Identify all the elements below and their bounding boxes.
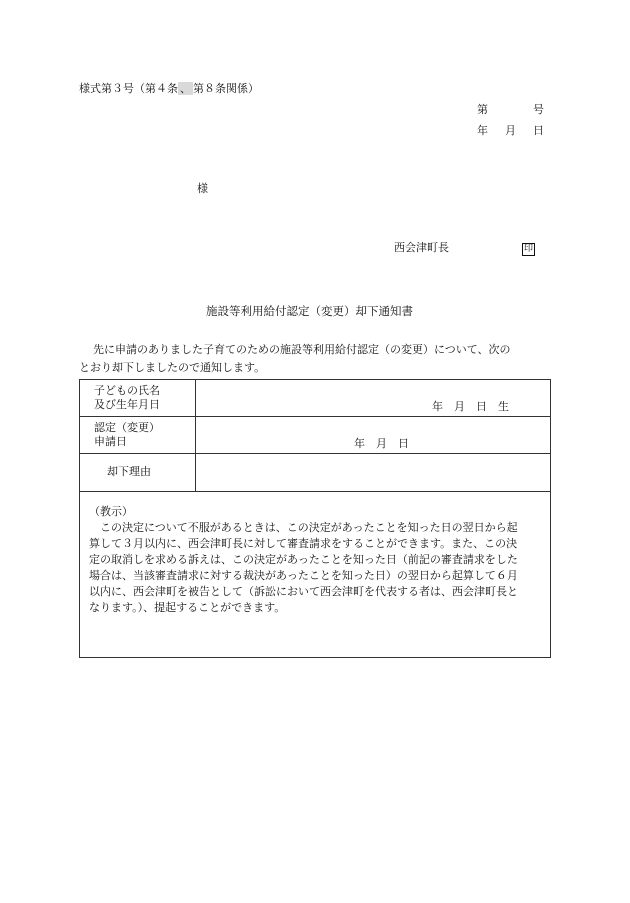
date-year: 年 [477, 124, 488, 137]
value-child-info [196, 380, 551, 417]
notice-line: なります。）、提起することができます。 [89, 601, 286, 614]
value-reason [196, 454, 551, 492]
row-application-date [80, 417, 551, 454]
row-notice [80, 492, 551, 658]
intro-line-2: とおり却下しましたので通知します。 [79, 361, 266, 374]
form-number-suffix: 第８条関係） [193, 82, 259, 95]
row-child-info [80, 380, 551, 417]
seal-icon: 印 [523, 244, 533, 254]
notice-line: 以内に、西会津町を被告として（訴訟において西会津町を代表する者は、西会津町長と [89, 585, 518, 598]
form-number [79, 82, 259, 96]
issue-date [477, 124, 544, 138]
notice-line: 定の取消しを求める訴えは、この決定があったことを知った日（前記の審査請求をした [89, 553, 518, 566]
notice-line: 算して３月以内に、西会津町長に対して審査請求をすることができます。また、この決 [89, 537, 518, 550]
label-child-name: 子どもの氏名 [94, 383, 160, 397]
label-child-info [80, 380, 196, 417]
application-date-placeholder: 年 月 日 [354, 437, 409, 450]
recipient-honorific: 様 [197, 182, 208, 195]
form-number-highlight: 、 [180, 82, 191, 95]
notice-line: 場合は、当該審査請求に対する裁決があったことを知った日）の翌日から起算して６月 [89, 569, 518, 582]
sender-name: 西会津町長 [394, 241, 449, 254]
label-application-type: 認定（変更） [94, 420, 160, 434]
child-birthdate-placeholder: 年 月 日 生 [432, 400, 509, 413]
form-number-prefix: 様式第３号（第４条 [79, 82, 178, 95]
notice-heading: （教示） [89, 505, 133, 518]
date-day: 日 [533, 124, 544, 137]
date-month: 月 [505, 124, 516, 137]
label-reason: 却下理由 [80, 454, 196, 492]
row-reason [80, 454, 551, 492]
label-birthdate: 及び生年月日 [94, 398, 160, 411]
notice-line: この決定について不服があるときは、この決定があったことを知った日の翌日から起 [100, 521, 518, 534]
value-application-date [196, 417, 551, 454]
document-number [477, 103, 544, 117]
notice-form-table [79, 379, 551, 658]
label-application-day: 申請日 [94, 435, 127, 448]
number-suffix: 号 [533, 103, 544, 116]
appeal-notice [80, 492, 551, 658]
number-prefix: 第 [477, 103, 488, 116]
intro-line-1: 先に申請のありました子育てのための施設等利用給付認定（の変更）について、次の [93, 343, 511, 356]
seal-mark [520, 241, 535, 256]
document-title: 施設等利用給付認定（変更）却下通知書 [206, 304, 413, 318]
label-application-date [80, 417, 196, 454]
